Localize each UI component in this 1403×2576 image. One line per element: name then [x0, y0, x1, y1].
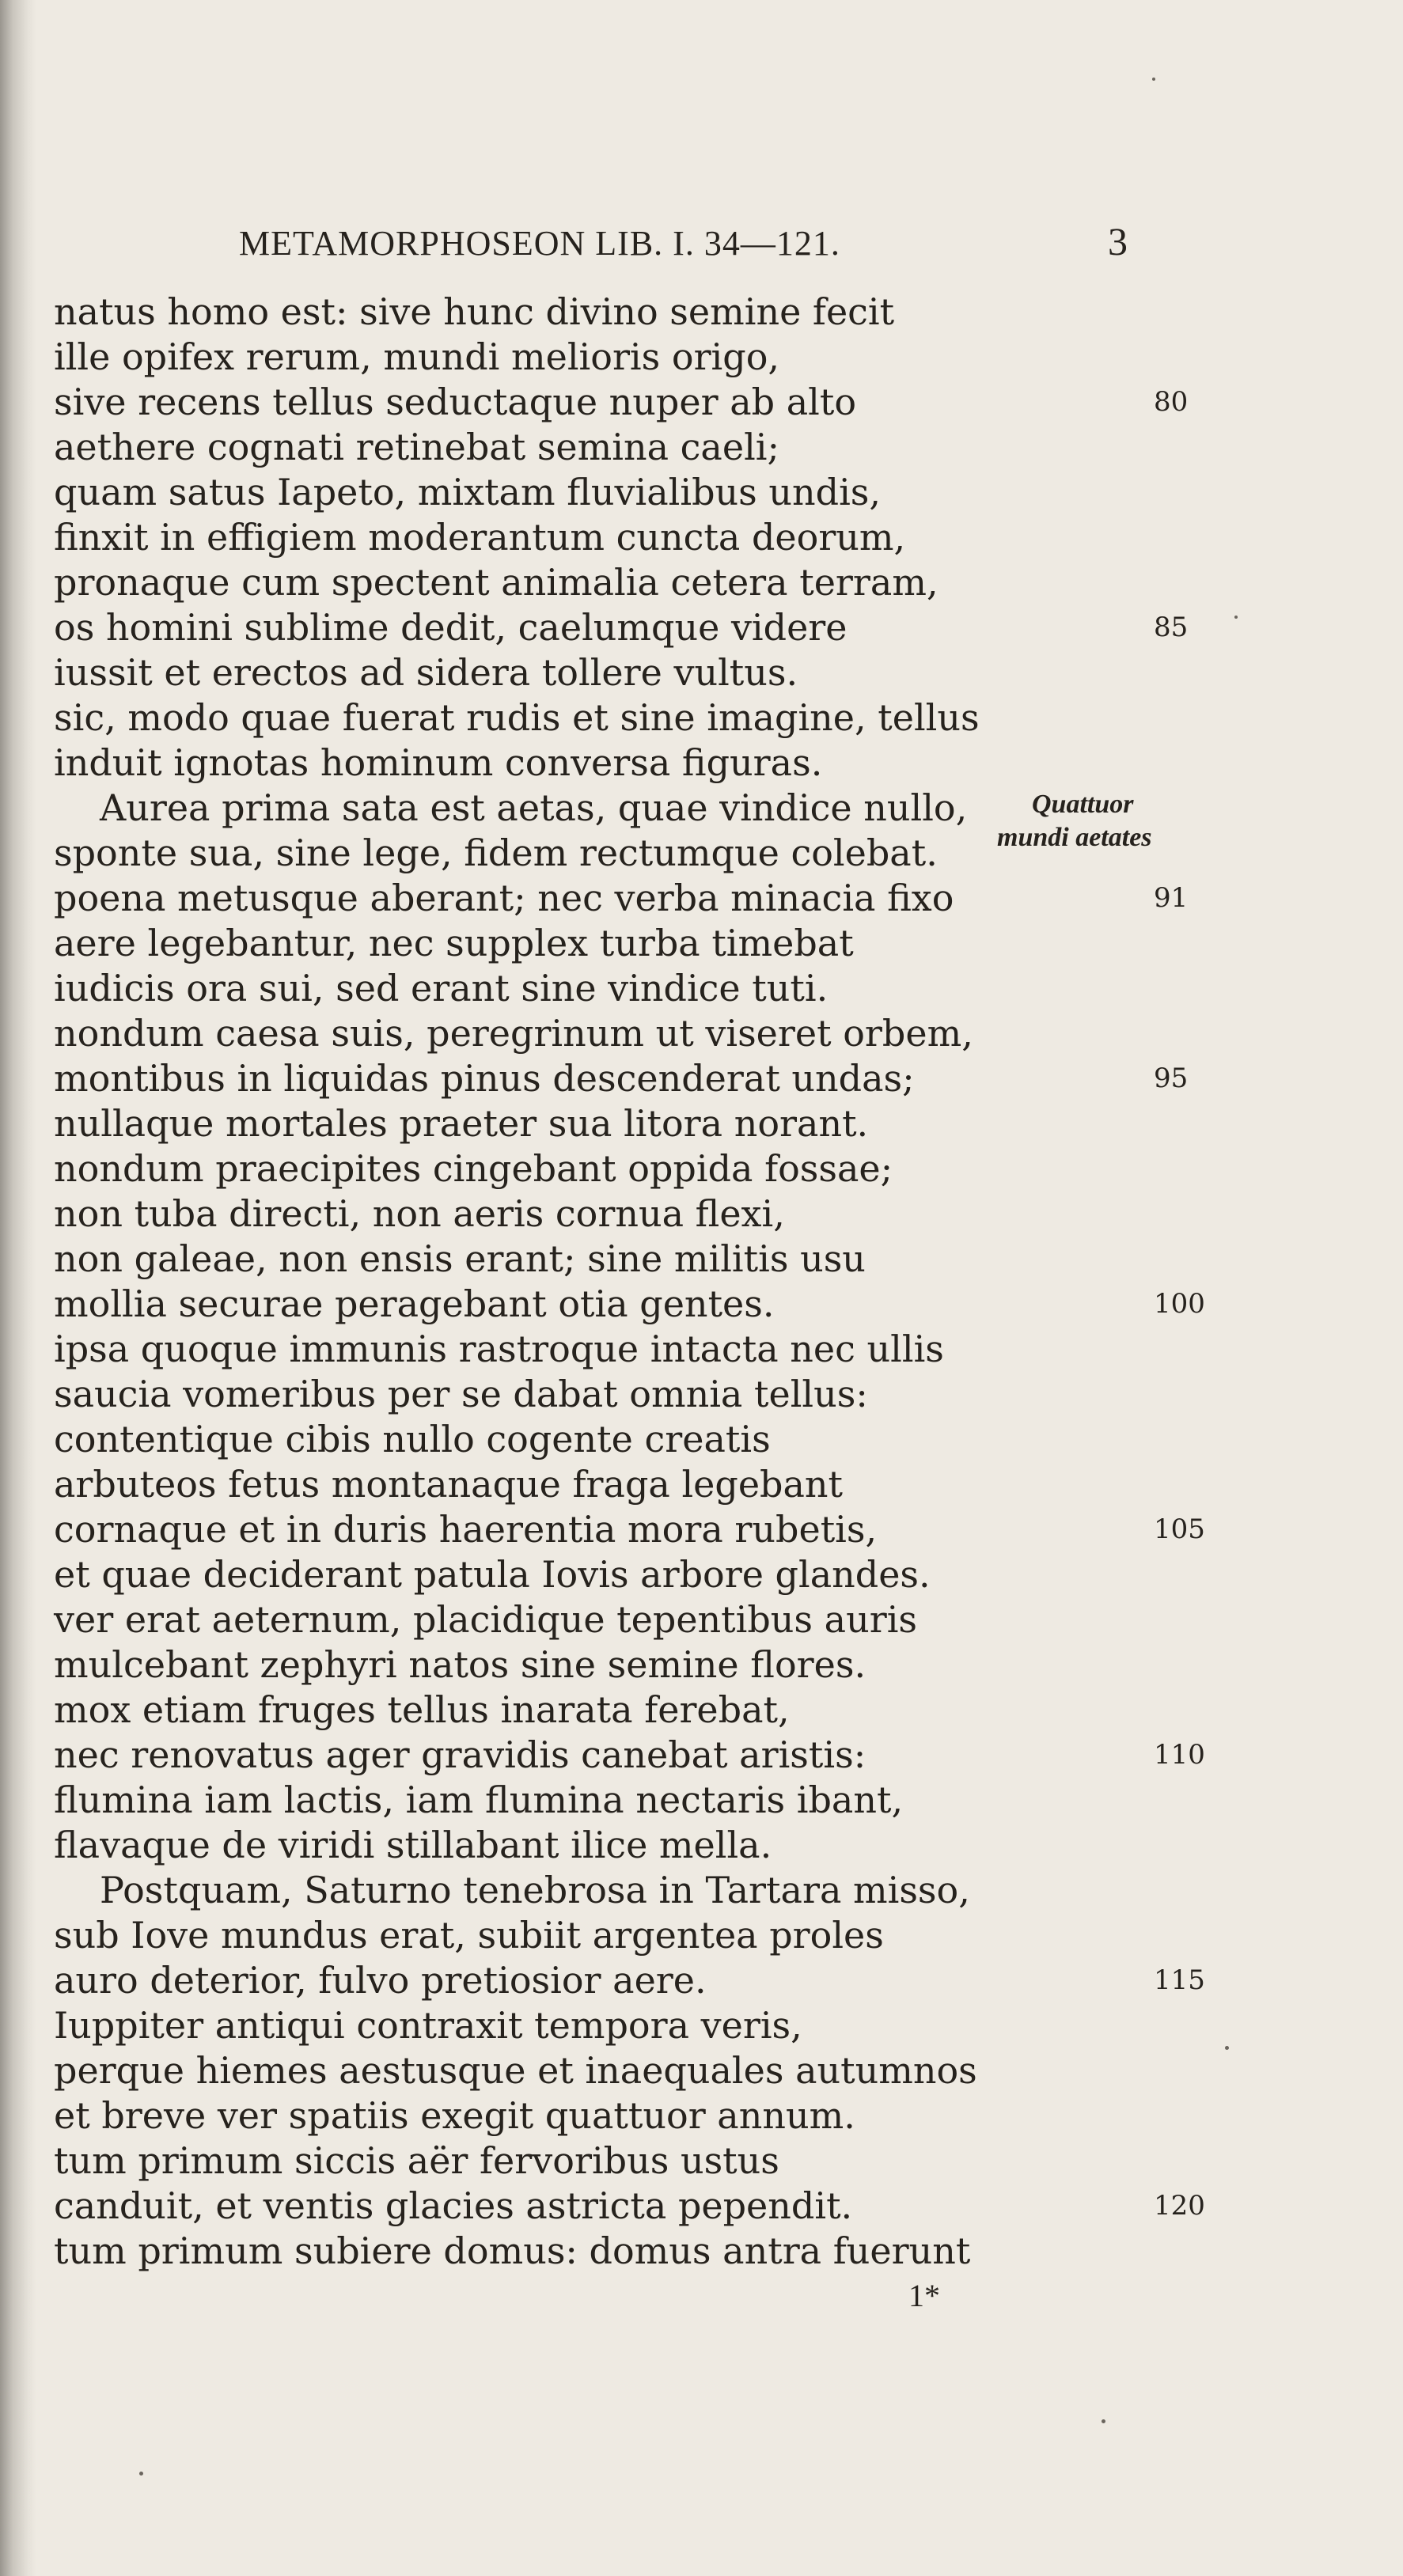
verse-line	[54, 1958, 1352, 2003]
verse-line	[54, 1101, 1352, 1146]
line-number: 105	[1154, 1513, 1205, 1545]
verse-text: Iuppiter antiqui contraxit tempora veris,	[54, 2004, 802, 2047]
verse-text: finxit in effigiem moderantum cuncta deorum,	[54, 516, 906, 559]
verse-text: montibus in liquidas pinus descenderat undas;	[54, 1057, 915, 1100]
verse-line	[54, 470, 1352, 515]
verse-line	[54, 1011, 1352, 1056]
verse-text: pronaque cum spectent animalia cetera terram,	[54, 561, 938, 604]
verse-line	[54, 1597, 1352, 1642]
verse-text: mollia securae peragebant otia gentes.	[54, 1282, 775, 1325]
line-number: 110	[1154, 1739, 1205, 1771]
verse-line	[54, 2093, 1352, 2138]
verse-text: nondum caesa suis, peregrinum ut viseret orbem,	[54, 1012, 973, 1055]
verse-text: sub Iove mundus erat, subiit argentea proles	[54, 1914, 884, 1957]
running-title: METAMORPHOSEON LIB. I. 34—121.	[239, 224, 840, 263]
verse-line	[54, 2003, 1352, 2048]
verse-text: aere legebantur, nec supplex turba timebat	[54, 922, 854, 964]
verse-line	[54, 515, 1352, 560]
verse-text: poena metusque aberant; nec verba minacia fixo	[54, 877, 954, 919]
verse-line	[54, 1913, 1352, 1958]
verse-line	[54, 1056, 1352, 1101]
verse-line	[54, 1146, 1352, 1191]
verse-text: tum primum siccis aër fervoribus ustus	[54, 2139, 779, 2182]
verse-text: Postquam, Saturno tenebrosa in Tartara misso,	[100, 1869, 970, 1911]
verse-text: perque hiemes aestusque et inaequales autumnos	[54, 2049, 977, 2092]
paper-speck	[1152, 78, 1155, 81]
verse-text: nullaque mortales praeter sua litora norant.	[54, 1102, 869, 1145]
verse-text: non galeae, non ensis erant; sine militis usu	[54, 1237, 866, 1280]
line-number: 100	[1154, 1288, 1205, 1320]
verse-text: flumina iam lactis, iam flumina nectaris ibant,	[54, 1779, 904, 1821]
verse-text: mox etiam fruges tellus inarata ferebat,	[54, 1688, 790, 1731]
verse-text: auro deterior, fulvo pretiosior aere.	[54, 1959, 707, 2002]
verse-line	[54, 1778, 1352, 1823]
verse-line	[54, 786, 1352, 831]
verse-line	[54, 1462, 1352, 1507]
verse-line	[54, 1733, 1352, 1778]
verse-text: ille opifex rerum, mundi melioris origo,	[54, 335, 780, 378]
verse-text: mulcebant zephyri natos sine semine flores.	[54, 1643, 866, 1686]
verse-line	[54, 695, 1352, 741]
verse-text: saucia vomeribus per se dabat omnia tellus:	[54, 1373, 868, 1415]
verse-line	[54, 831, 1352, 876]
sidenote-line-1: Quattuor	[1032, 790, 1134, 819]
verse-text: ver erat aeternum, placidique tepentibus auris	[54, 1598, 918, 1641]
verse-text: sponte sua, sine lege, fidem rectumque colebat.	[54, 832, 938, 874]
verse-line	[54, 380, 1352, 425]
verse-line	[54, 1688, 1352, 1733]
verse-line	[54, 1642, 1352, 1688]
verse-line	[54, 425, 1352, 470]
verse-line	[54, 1552, 1352, 1597]
verse-line	[54, 1372, 1352, 1417]
verse-text: contentique cibis nullo cogente creatis	[54, 1418, 771, 1460]
verse-text: quam satus Iapeto, mixtam fluvialibus undis,	[54, 471, 882, 513]
page-gutter-shadow	[0, 0, 36, 2576]
verse-text: nec renovatus ager gravidis canebat aristis:	[54, 1733, 866, 1776]
verse-text: Aurea prima sata est aetas, quae vindice nullo,	[100, 786, 968, 829]
verse-line	[54, 605, 1352, 650]
line-number: 85	[1154, 612, 1189, 643]
verse-text: sive recens tellus seductaque nuper ab alto	[54, 381, 857, 423]
line-number: 120	[1154, 2190, 1205, 2222]
verse-line	[54, 650, 1352, 695]
paper-speck	[1102, 2419, 1105, 2423]
verse-line	[54, 741, 1352, 786]
verse-text: arbuteos fetus montanaque fraga legebant	[54, 1463, 844, 1506]
verse-text: ipsa quoque immunis rastroque intacta nec ullis	[54, 1328, 944, 1370]
verse-text: canduit, et ventis glacies astricta pependit.	[54, 2184, 853, 2227]
verse-line	[54, 1507, 1352, 1552]
verse-text: induit ignotas hominum conversa figuras.	[54, 741, 823, 784]
sidenote-line-2: mundi aetates	[997, 823, 1152, 852]
verse-line	[54, 966, 1352, 1011]
verse-text: natus homo est: sive hunc divino semine fecit	[54, 290, 895, 333]
verse-line	[54, 1282, 1352, 1327]
verse-line	[54, 1327, 1352, 1372]
verse-text: iussit et erectos ad sidera tollere vultus.	[54, 651, 798, 694]
verse-text: et quae deciderant patula Iovis arbore glandes.	[54, 1553, 931, 1596]
verse-line	[54, 876, 1352, 921]
verse-line	[54, 2229, 1352, 2274]
verse-line	[54, 2048, 1352, 2093]
verse-text: os homini sublime dedit, caelumque videre	[54, 606, 847, 649]
verse-line	[54, 2138, 1352, 2184]
page-number: 3	[1108, 219, 1128, 263]
verse-text: sic, modo quae fuerat rudis et sine imagine, tellus	[54, 696, 980, 739]
verse-text: nondum praecipites cingebant oppida fossae;	[54, 1147, 893, 1190]
paper-speck	[139, 2472, 143, 2476]
verse-line	[54, 335, 1352, 380]
verse-text: non tuba directi, non aeris cornua flexi,	[54, 1192, 785, 1235]
verse-text: cornaque et in duris haerentia mora rubetis,	[54, 1508, 878, 1551]
line-number: 80	[1154, 386, 1189, 418]
verse-line	[54, 1417, 1352, 1462]
verse-text: et breve ver spatiis exegit quattuor annum.	[54, 2094, 855, 2137]
verse-text: iudicis ora sui, sed erant sine vindice tuti.	[54, 967, 829, 1010]
verse-text: aethere cognati retinebat semina caeli;	[54, 426, 779, 468]
verse-text: flavaque de viridi stillabant ilice mella.	[54, 1824, 772, 1866]
verse-text: tum primum subiere domus: domus antra fuerunt	[54, 2229, 971, 2272]
verse-line	[54, 1823, 1352, 1868]
line-number: 115	[1154, 1964, 1205, 1996]
verse-line	[54, 2184, 1352, 2229]
verse-line	[54, 1237, 1352, 1282]
line-number: 91	[1154, 882, 1189, 914]
verse-line	[54, 560, 1352, 605]
verse-line	[54, 290, 1352, 335]
signature-mark: 1*	[908, 2278, 940, 2313]
verse-line	[54, 1191, 1352, 1237]
verse-line	[54, 921, 1352, 966]
verse-text-block	[54, 290, 1352, 2274]
verse-line	[54, 1868, 1352, 1913]
line-number: 95	[1154, 1063, 1189, 1094]
